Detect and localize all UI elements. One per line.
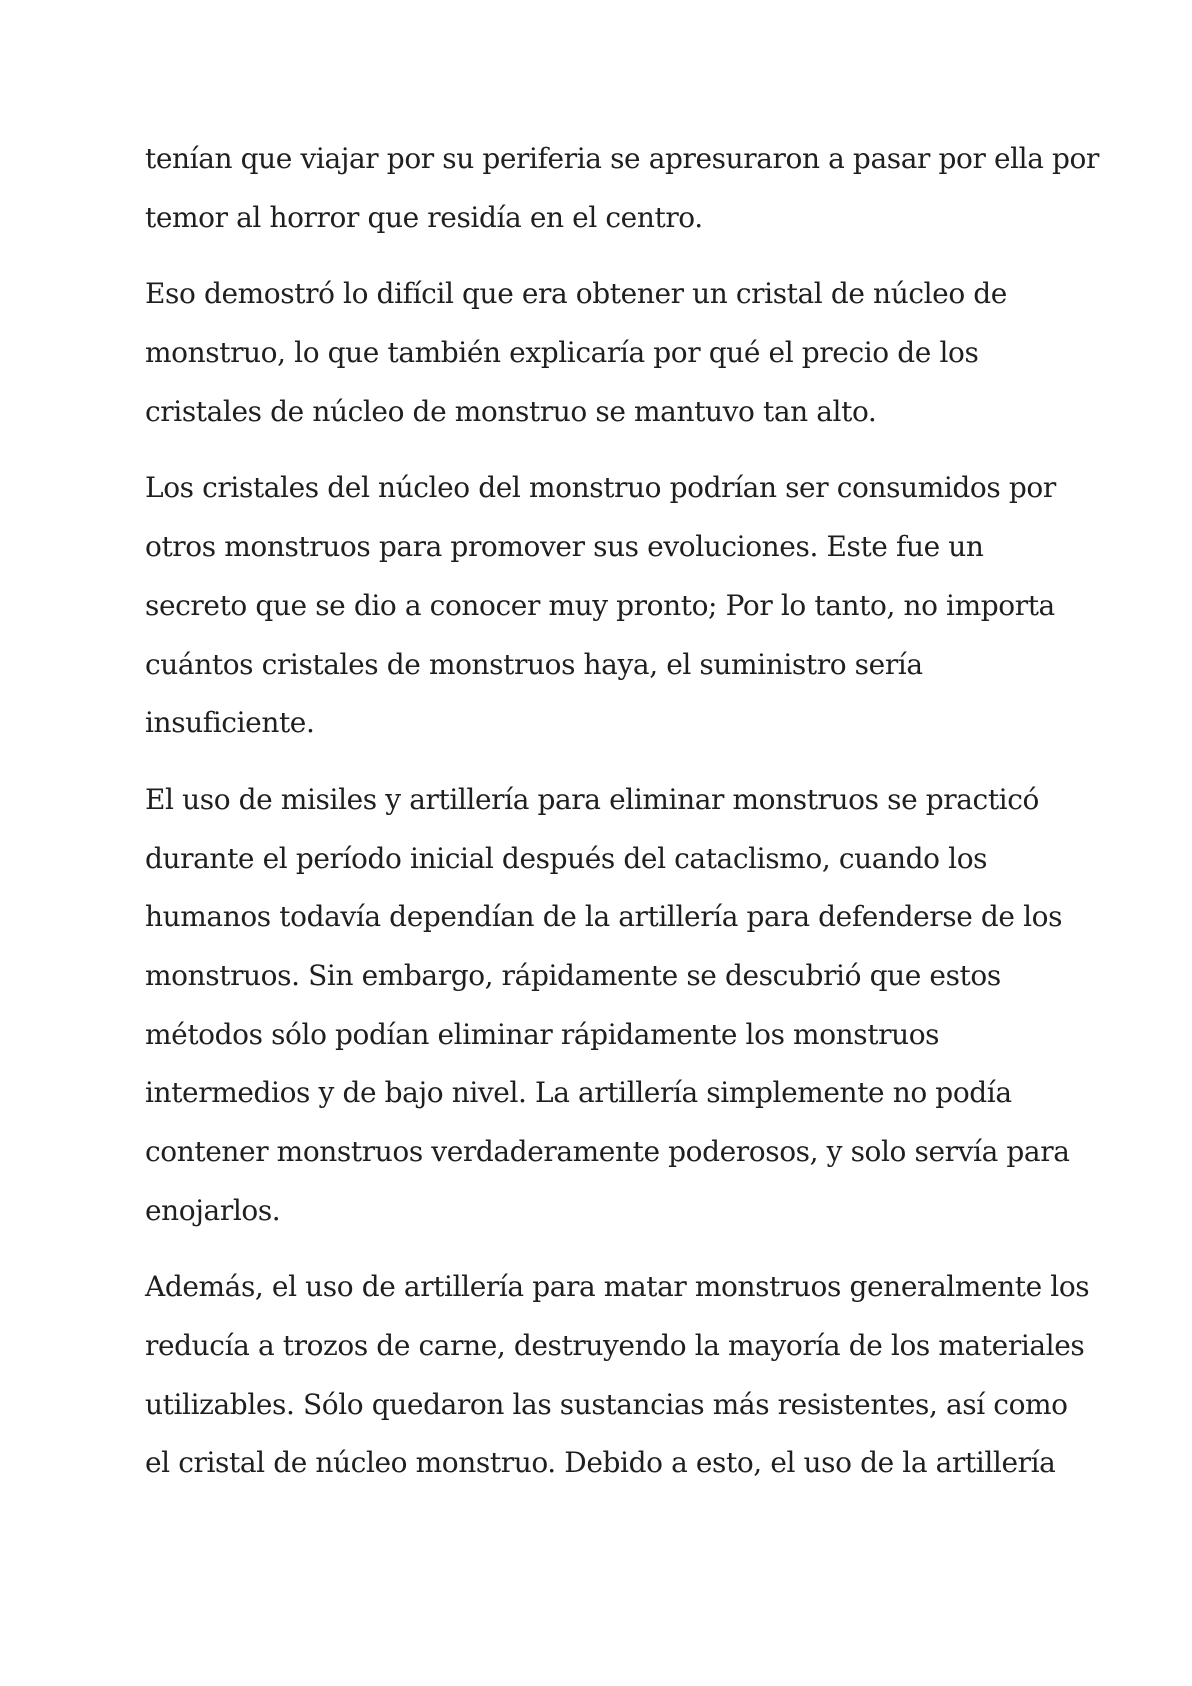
text-line: otros monstruos para promover sus evoluciones. Este fue un [145, 530, 984, 564]
text-line: cristales de núcleo de monstruo se mantuvo tan alto. [145, 394, 877, 428]
text-line: Eso demostró lo difícil que era obtener un cristal de núcleo de [145, 277, 1007, 311]
text-line: monstruo, lo que también explicaría por qué el precio de los [145, 336, 979, 370]
text-line: tenían que viajar por su periferia se apresuraron a pasar por ella por [145, 142, 1099, 175]
text-line: Los cristales del núcleo del monstruo podrían ser consumidos por [145, 471, 1056, 505]
text-line: utilizables. Sólo quedaron las sustancias más resistentes, así como [145, 1387, 1068, 1421]
text-line: secreto que se dio a conocer muy pronto; Por lo tanto, no importa [145, 588, 1055, 622]
text-line: cuántos cristales de monstruos haya, el suministro sería [145, 647, 923, 681]
text-line: métodos sólo podían eliminar rápidamente los monstruos [145, 1017, 940, 1051]
text-line: intermedios y de bajo nivel. La artillería simplemente no podía [145, 1076, 1012, 1110]
text-line: humanos todavía dependían de la artillería para defenderse de los [145, 900, 1063, 934]
paragraph-3 [145, 459, 1065, 752]
text-line: insuficiente. [145, 706, 315, 740]
paragraph-5 [145, 1258, 1090, 1493]
paragraph-4 [145, 771, 1070, 1241]
text-line: temor al horror que residía en el centro. [145, 200, 703, 234]
text-line: El uso de misiles y artillería para eliminar monstruos se practicó [145, 782, 1039, 816]
body-text [145, 130, 1099, 1511]
text-line: el cristal de núcleo monstruo. Debido a esto, el uso de la artillería [145, 1446, 1056, 1480]
text-line: monstruos. Sin embargo, rápidamente se descubrió que estos [145, 958, 1001, 992]
text-line: contener monstruos verdaderamente poderosos, y solo servía para [145, 1135, 1070, 1168]
text-line: durante el período inicial después del cataclismo, cuando los [145, 841, 988, 875]
text-line: enojarlos. [145, 1193, 281, 1227]
paragraph-2 [145, 265, 1065, 441]
text-line: reducía a trozos de carne, destruyendo la mayoría de los materiales [145, 1329, 1085, 1363]
paragraph-1 [145, 130, 1099, 247]
text-line: Además, el uso de artillería para matar monstruos generalmente los [145, 1270, 1090, 1304]
